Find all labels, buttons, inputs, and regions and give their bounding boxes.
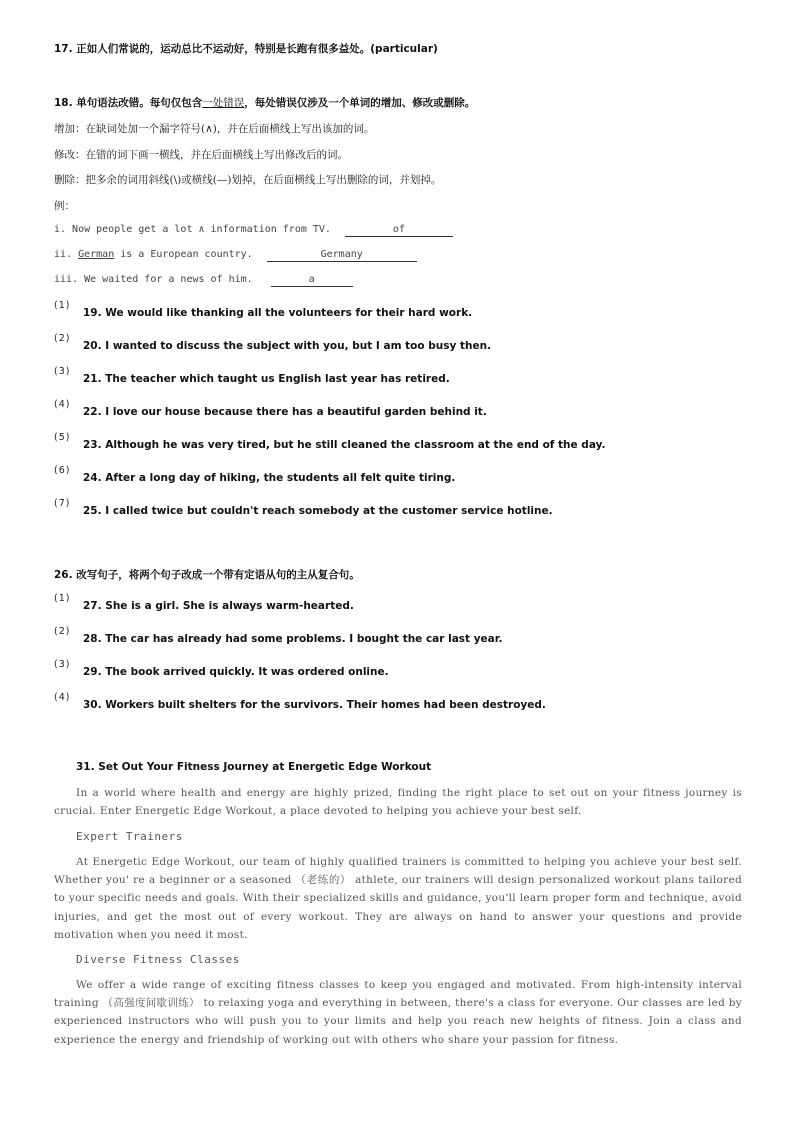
question-22: 22. I love our house because there has a beautiful garden behind it. bbox=[83, 406, 487, 418]
heading-underlined-text: 一处错误 bbox=[202, 97, 245, 109]
item-marker: (1) bbox=[54, 300, 71, 311]
question-29: 29. The book arrived quickly. It was ordered online. bbox=[83, 666, 389, 678]
question-26-heading: 26. 改写句子，将两个句子改成一个带有定语从句的主从复合句。 bbox=[54, 569, 360, 581]
question-30: 30. Workers built shelters for the survivors. Their homes had been destroyed. bbox=[83, 699, 546, 711]
item-marker: (2) bbox=[54, 626, 71, 637]
rule-delete: 删除：把多余的词用斜线(\)或横线(—)划掉，在后面横线上写出删除的词，并划掉。 bbox=[54, 174, 442, 186]
item-marker: (6) bbox=[54, 465, 71, 476]
item-marker: (4) bbox=[54, 399, 71, 410]
example-3-sentence: iii. We waited for a news of him. bbox=[54, 274, 253, 285]
question-17: 17. 正如人们常说的，运动总比不运动好，特别是长跑有很多益处。(particular) bbox=[54, 43, 438, 55]
item-marker: (5) bbox=[54, 432, 71, 443]
question-27: 27. She is a girl. She is always warm-hearted. bbox=[83, 600, 354, 612]
heading-text: 18. 单句语法改错。每句仅包含 bbox=[54, 97, 203, 109]
question-19: 19. We would like thanking all the volunteers for their hard work. bbox=[83, 307, 473, 319]
question-24: 24. After a long day of hiking, the students all felt quite tiring. bbox=[83, 472, 456, 484]
rule-modify: 修改：在错的词下画一横线，并在后面横线上写出修改后的词。 bbox=[54, 149, 348, 161]
example-1 bbox=[54, 224, 453, 237]
passage-paragraph-3: We offer a wide range of exciting fitness classes to keep you engaged and motivated. From high-intensity interval training （高强度间歇训练） to relaxing yoga and everything in between, there's a class for everyone. Our classes are led by experienced instructors who will push you to your limits and help you reach new heights of fitness. Join a class and experience the energy and friendship of working out with others who share your passion for fitness. bbox=[54, 979, 742, 1046]
passage-paragraph-1: In a world where health and energy are highly prized, finding the right place to set out on your fitness journey is crucial. Enter Energetic Edge Workout, a place devoted to helping you achieve your best self. bbox=[54, 787, 742, 818]
item-marker: (2) bbox=[54, 333, 71, 344]
example-2-underlined-word: German bbox=[78, 249, 115, 260]
question-21: 21. The teacher which taught us English last year has retired. bbox=[83, 373, 450, 385]
example-3 bbox=[54, 274, 353, 287]
example-1-answer: of bbox=[345, 224, 453, 237]
example-2-answer: Germany bbox=[267, 249, 417, 262]
question-20: 20. I wanted to discuss the subject with you, but I am too busy then. bbox=[83, 340, 492, 352]
item-marker: (4) bbox=[54, 692, 71, 703]
item-marker: (3) bbox=[54, 366, 71, 377]
section-heading-expert-trainers: Expert Trainers bbox=[76, 830, 183, 843]
question-23: 23. Although he was very tired, but he still cleaned the classroom at the end of the day. bbox=[83, 439, 606, 451]
passage-title: 31. Set Out Your Fitness Journey at Energetic Edge Workout bbox=[76, 761, 432, 773]
passage-paragraph-2: At Energetic Edge Workout, our team of highly qualified trainers is committed to helping you achieve your best self. Whether you' re a beginner or a seasoned （老练的） athlete, our trainers will design personalized workout plans tailored to your specific needs and goals. With their specialized skills and guidance, you'll learn proper form and technique, avoid injuries, and get the most out of every workout. They are always on hand to answer your questions and provide motivation when you need it most. bbox=[54, 856, 742, 941]
item-marker: (7) bbox=[54, 498, 71, 509]
item-marker: (3) bbox=[54, 659, 71, 670]
example-3-answer: a bbox=[271, 274, 353, 287]
question-25: 25. I called twice but couldn't reach somebody at the customer service hotline. bbox=[83, 505, 553, 517]
example-2 bbox=[54, 249, 417, 262]
question-28: 28. The car has already had some problems. I bought the car last year. bbox=[83, 633, 503, 645]
section-heading-fitness-classes: Diverse Fitness Classes bbox=[76, 953, 240, 966]
example-2-prefix: ii. bbox=[54, 249, 79, 260]
rule-add: 增加：在缺词处加一个漏字符号(∧)，并在后面横线上写出该加的词。 bbox=[54, 123, 375, 135]
heading-text-end: ，每处错误仅涉及一个单词的增加、修改或删除。 bbox=[244, 97, 476, 109]
question-18-heading bbox=[54, 95, 475, 110]
example-label: 例： bbox=[54, 200, 75, 212]
item-marker: (1) bbox=[54, 593, 71, 604]
example-1-sentence: i. Now people get a lot ∧ information from TV. bbox=[54, 224, 331, 235]
example-2-rest: is a European country. bbox=[114, 249, 253, 260]
